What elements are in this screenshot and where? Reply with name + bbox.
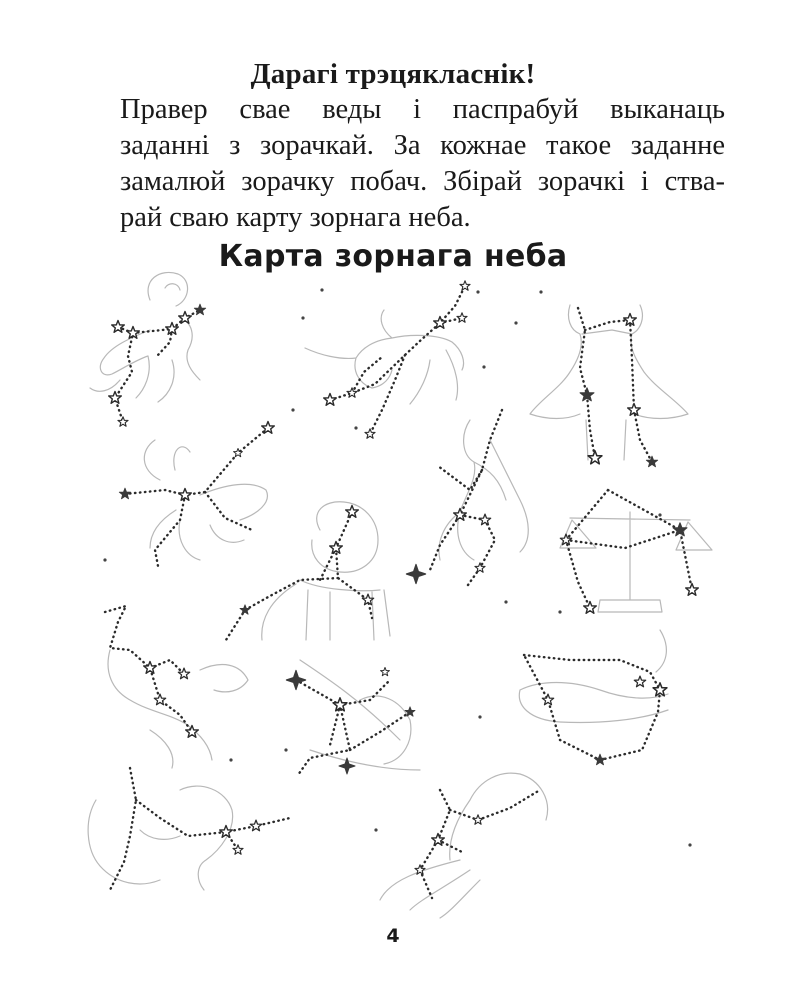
constellation-leo	[226, 502, 390, 640]
constellation-capricorn	[90, 272, 206, 426]
constellation-aquarius	[380, 773, 548, 918]
intro-line-2: заданні з зорачкай. За кожнае такое заданне	[120, 130, 725, 161]
intro-line-4: рай сваю карту зорнага неба.	[120, 202, 471, 233]
constellation-scorpio	[105, 606, 248, 768]
intro-line-3: замалюй зорачку побач. Збірай зорачкі і ства-	[120, 166, 725, 197]
constellation-pisces	[88, 768, 290, 890]
constellation-virgo	[406, 410, 528, 585]
constellation-aries	[519, 630, 668, 765]
constellation-sagittarius	[286, 660, 420, 775]
constellation-cancer	[119, 422, 274, 567]
page-number: 4	[386, 925, 400, 947]
constellation-taurus	[305, 281, 470, 438]
constellation-gemini	[530, 305, 688, 467]
star-map-title: Карта зорнага неба	[218, 239, 568, 274]
intro-line-1: Правер свае веды і паспрабуй выканаць	[120, 94, 725, 125]
constellation-libra	[560, 490, 712, 613]
greeting-heading: Дарагі трэцякласнік!	[250, 58, 536, 90]
